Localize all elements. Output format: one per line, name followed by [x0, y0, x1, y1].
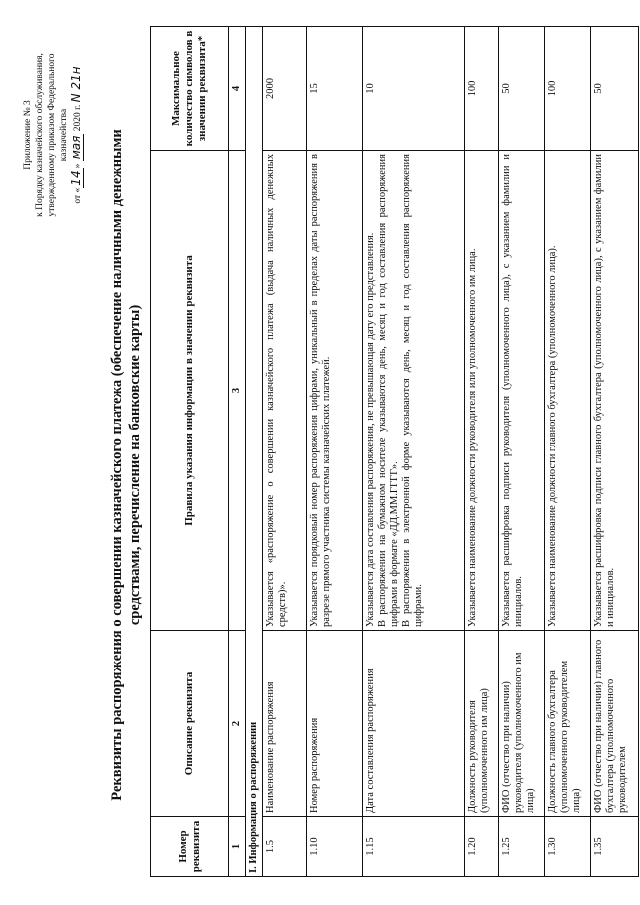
- table-header-row: [151, 27, 229, 877]
- header-description: Описание реквизита: [151, 631, 229, 817]
- row-max: 10: [363, 27, 465, 151]
- column-number-row: [229, 27, 246, 877]
- appendix-line-3: казначейства: [59, 108, 69, 162]
- header-number: Номер реквизита: [151, 817, 229, 877]
- row-rule: Указывается наименование должности главного бухгалтера (уполномоченного лица).: [545, 151, 591, 631]
- row-description: ФИО (отчество при наличии) руководителя (уполномоченного им лица): [499, 631, 545, 817]
- title-line-1: Реквизиты распоряжения о совершении казначейского платежа (обеспечение наличными денежными: [109, 129, 125, 801]
- order-year: 2020 г.: [73, 104, 83, 132]
- row-rule-part-1: Указывается дата составления распоряжения, не превышающая дату его представления.: [365, 232, 376, 627]
- row-number: 1.30: [545, 817, 591, 877]
- order-month: мая: [69, 135, 83, 160]
- page-title: [108, 85, 144, 845]
- row-number: 1.15: [363, 817, 465, 877]
- row-description: Дата составления распоряжения: [363, 631, 465, 817]
- row-rule: Указывается расшифровка подписи руководителя (уполномоченного лица), с указанием фамилии и инициалов.: [499, 151, 545, 631]
- row-number: 1.25: [499, 817, 545, 877]
- row-number: 1.10: [307, 817, 363, 877]
- row-description: Должность главного бухгалтера (уполномоченного руководителем лица): [545, 631, 591, 817]
- table-row: [465, 27, 499, 877]
- table-row: [499, 27, 545, 877]
- title-line-2: средствами, перечисление на банковские карты): [127, 304, 143, 626]
- row-rule: Указывается расшифровка подписи главного бухгалтера (уполномоченного лица), с указанием фамилии и инициалов.: [591, 151, 639, 631]
- table-row: [307, 27, 363, 877]
- row-rule-part-2: В распоряжении на бумажном носителе указываются день, месяц и год составления распоряжения цифрами в формате «ДД.ММ.ГГГГ».: [377, 154, 400, 627]
- row-description: Наименование распоряжения: [263, 631, 307, 817]
- table-row: [545, 27, 591, 877]
- appendix-line-2: утвержденному приказом Федерального: [47, 53, 57, 217]
- row-rule: Указывается наименование должности руководителя или уполномоченного им лица.: [465, 151, 499, 631]
- date-mid: »: [73, 163, 83, 169]
- row-max: 2000: [263, 27, 307, 151]
- order-number: N 21н: [69, 66, 83, 103]
- header-max-symbols: Максимальное количество символов в значении реквизита*: [151, 27, 229, 151]
- row-max: 15: [307, 27, 363, 151]
- row-number: 1.35: [591, 817, 639, 877]
- table-row: [591, 27, 639, 877]
- row-rule: Указывается «распоряжение о совершении казначейского платежа (выдача наличных денежных средств)».: [263, 151, 307, 631]
- section-row: [246, 27, 263, 877]
- row-description: Должность руководителя (уполномоченного им лица): [465, 631, 499, 817]
- appendix-header: [22, 15, 84, 255]
- col-number-2: 2: [229, 631, 246, 817]
- row-max: 50: [591, 27, 639, 151]
- order-day: 14: [69, 170, 83, 186]
- row-number: 1.20: [465, 817, 499, 877]
- row-rule: [363, 151, 465, 631]
- appendix-line-1: к Порядку казначейского обслуживания,: [35, 53, 45, 217]
- table-row: [363, 27, 465, 877]
- row-max: 100: [465, 27, 499, 151]
- row-number: 1.5: [263, 817, 307, 877]
- row-description: ФИО (отчество при наличии) главного бухгалтера (уполномоченного руководителем: [591, 631, 639, 817]
- row-max: 50: [499, 27, 545, 151]
- row-max: 100: [545, 27, 591, 151]
- col-number-3: 3: [229, 151, 246, 631]
- order-date-line: [70, 15, 84, 255]
- row-rule: Указывается порядковый номер распоряжения цифрами, уникальный в пределах даты распоряжения в разрезе прямого участника системы казначейских платежей.: [307, 151, 363, 631]
- table-row: [263, 27, 307, 877]
- section-title: I. Информация о распоряжении: [246, 27, 263, 877]
- row-description: Номер распоряжения: [307, 631, 363, 817]
- date-prefix: от «: [73, 187, 83, 204]
- col-number-1: 1: [229, 817, 246, 877]
- requisites-table: [150, 26, 639, 877]
- appendix-number: Приложение № 3: [23, 100, 33, 170]
- header-rules: Правила указания информации в значении реквизита: [151, 151, 229, 631]
- col-number-4: 4: [229, 27, 246, 151]
- row-rule-part-3: В распоряжении в электронной форме указываются день, месяц и год составления распоряжения цифрами.: [401, 154, 424, 627]
